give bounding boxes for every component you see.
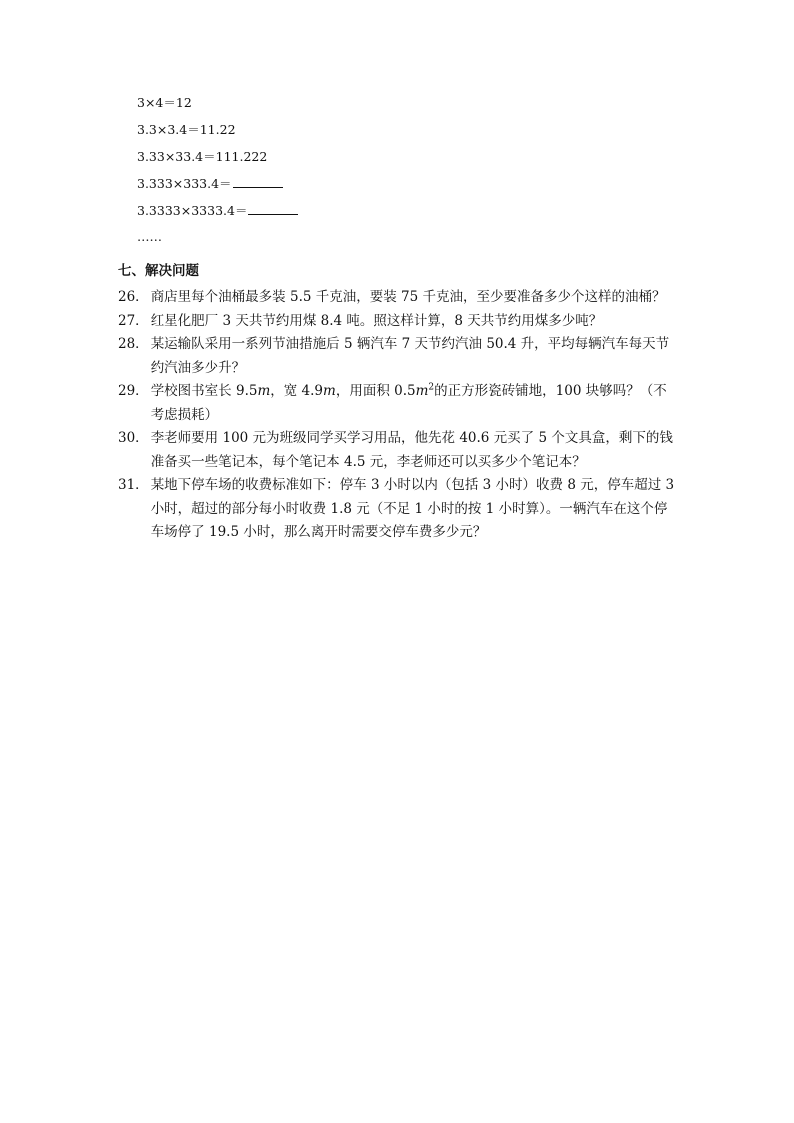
problem-item [118, 427, 678, 474]
pattern-expression: 3×4＝12 [137, 95, 192, 110]
unit-exponent: 2 [428, 382, 435, 393]
pattern-expression: 3.3333×3333.4＝ [137, 203, 248, 219]
unit-symbol: m [323, 383, 336, 399]
problem-text: 某运输队采用一系列节油措施后 5 辆汽车 7 天节约汽油 50.4 升，平均每辆汽车每天节约汽油多少升？ [150, 336, 670, 376]
problem-item [118, 310, 678, 334]
pattern-line [137, 149, 298, 176]
problem-number: 28． [118, 336, 149, 352]
pattern-line [137, 122, 298, 149]
pattern-expression: 3.3×3.4＝11.22 [137, 121, 236, 137]
problem-item [118, 380, 678, 427]
problem-item [118, 286, 678, 310]
pattern-ellipsis: …… [137, 228, 162, 244]
section-title: 七、解决问题 [118, 263, 199, 279]
problem-text: 某地下停车场的收费标准如下：停车 3 小时以内（包括 3 小时）收费 8 元，停车超过 3 小时，超过的部分每小时收费 1.8 元（不足 1 小时的按 1 小时算）。一辆汽车在这个停车场停了 19.5 小时，那么离开时需要交停车费多少元？ [150, 477, 675, 540]
pattern-line [137, 95, 298, 122]
problem-number: 31． [118, 477, 149, 493]
pattern-expression: 3.33×33.4＝111.222 [137, 148, 268, 164]
unit-symbol: m [257, 383, 271, 399]
problem-text-part: 学校图书室长 9.5 [150, 383, 258, 399]
problem-text: 红星化肥厂 3 天共节约用煤 8.4 吨。照这样计算，8 天共节约用煤多少吨？ [150, 312, 603, 329]
problem-item [118, 474, 678, 545]
problem-text: 李老师要用 100 元为班级同学买学习用品，他先花 40.6 元买了 5 个文具盒，剩下的钱准备买一些笔记本，每个笔记本 4.5 元，李老师还可以买多少个笔记本？ [150, 430, 673, 470]
problem-text [149, 380, 678, 427]
unit-symbol: m [415, 383, 429, 399]
multiplication-pattern [137, 95, 298, 256]
problem-item [118, 333, 678, 380]
problem-text-part: ，用面积 0.5 [335, 383, 416, 399]
problem-list [118, 286, 678, 545]
answer-blank[interactable] [233, 175, 283, 188]
problem-number: 29． [118, 383, 149, 399]
problem-text-part: 的正方形瓷砖铺地，100 块够吗？（不考虑损耗） [150, 383, 667, 423]
problem-text: 商店里每个油桶最多装 5.5 千克油，要装 75 千克油，至少要准备多少个这样的油桶？ [150, 289, 666, 305]
problem-number: 30． [118, 430, 149, 446]
pattern-line [137, 202, 298, 229]
pattern-line [137, 229, 298, 256]
answer-blank[interactable] [248, 202, 298, 215]
pattern-line [137, 175, 298, 202]
problem-text-part: ，宽 4.9 [270, 383, 324, 399]
pattern-expression: 3.333×333.4＝ [137, 176, 232, 192]
problem-number: 26． [118, 289, 149, 305]
problem-number: 27． [118, 312, 149, 329]
